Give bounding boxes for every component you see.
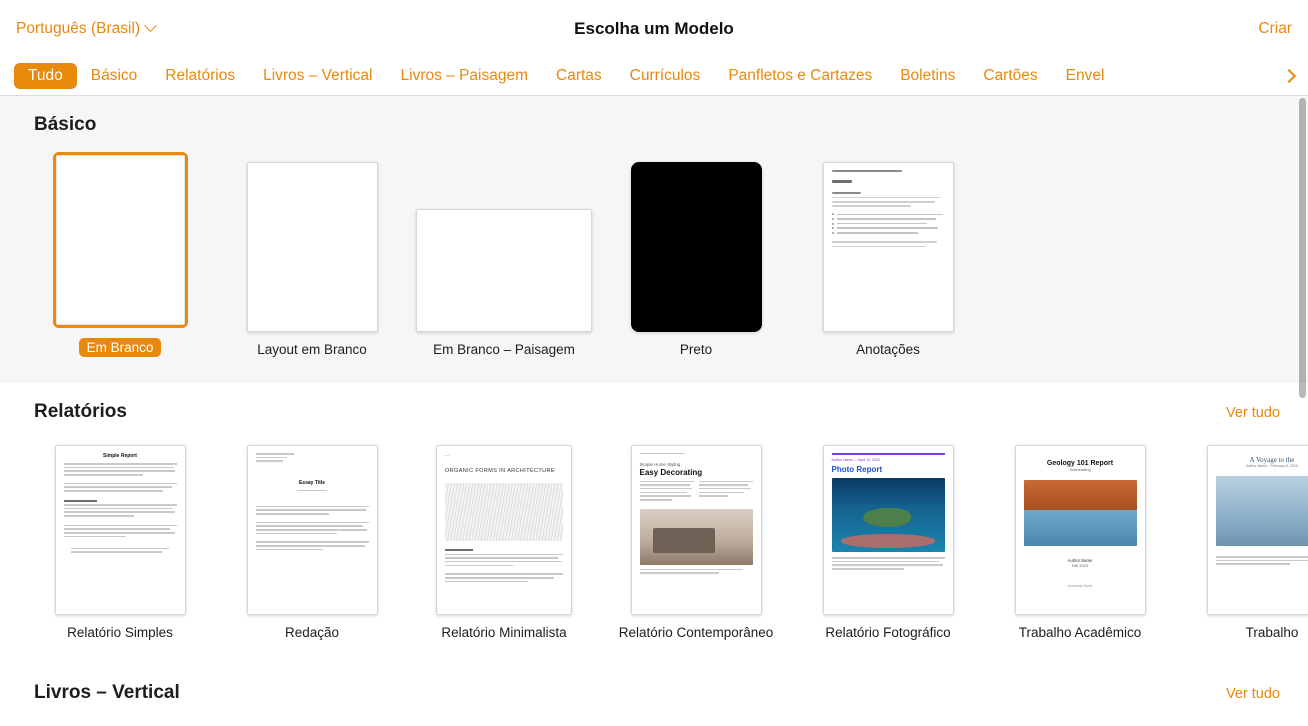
section-header	[0, 383, 1308, 423]
language-popup-button[interactable]	[16, 20, 155, 38]
template-caption: Redação	[284, 625, 340, 640]
template-thumbnail-essay	[247, 445, 378, 615]
template-item-relatorio-contemporaneo[interactable]	[600, 435, 792, 640]
template-thumbnail-blank-layout	[247, 162, 378, 332]
section-basico	[0, 96, 1308, 383]
template-thumbnail-blank	[56, 155, 185, 325]
template-item-preto[interactable]	[600, 152, 792, 357]
tab-livros-paisagem[interactable]: Livros – Paisagem	[400, 67, 529, 84]
tabs-scroll-right-button[interactable]	[1276, 57, 1302, 95]
thumbnail-wrapper	[416, 152, 592, 332]
tab-envelopes[interactable]: Envel	[1065, 67, 1105, 84]
template-item-layout-em-branco[interactable]	[216, 152, 408, 357]
page-title: Escolha um Modelo	[574, 19, 734, 38]
see-all-relatorios-button[interactable]: Ver tudo	[1225, 405, 1280, 421]
thumbnail-heading: Photo Report	[831, 465, 883, 474]
thumbnail-heading: ORGANIC FORMS IN ARCHITECTURE	[445, 468, 555, 474]
thumbnail-heading: Essay Title	[298, 480, 326, 487]
template-thumbnail-minimal: — ORGANIC FORMS IN ARCHITECTURE	[436, 445, 572, 615]
thumbnail-heading: Easy Decorating	[639, 467, 703, 477]
template-caption: Preto	[679, 342, 713, 357]
template-caption: Relatório Contemporâneo	[618, 625, 774, 640]
template-item-trabalho-academico[interactable]	[984, 435, 1176, 640]
thumbnail-wrapper	[1207, 435, 1308, 615]
section-livros-vertical	[0, 664, 1308, 704]
tab-basico[interactable]: Básico	[90, 67, 138, 84]
section-relatorios	[0, 383, 1308, 664]
category-tabbar	[0, 57, 1308, 96]
template-row-relatorios	[0, 423, 1308, 640]
tab-cartas[interactable]: Cartas	[556, 67, 602, 84]
vertical-scrollbar[interactable]	[1299, 98, 1306, 398]
tab-boletins[interactable]: Boletins	[900, 67, 956, 84]
template-item-relatorio-minimalista[interactable]	[408, 435, 600, 640]
template-caption: Trabalho	[1245, 625, 1299, 640]
template-thumbnail-black	[631, 162, 762, 332]
template-item-em-branco-paisagem[interactable]	[408, 152, 600, 357]
template-row-basico	[0, 136, 1308, 357]
selection-highlight	[53, 152, 188, 328]
template-item-relatorio-simples[interactable]	[24, 435, 216, 640]
template-thumbnail-simple-report	[55, 445, 186, 615]
template-item-anotacoes[interactable]	[792, 152, 984, 357]
template-thumbnail-blank-landscape	[416, 209, 592, 332]
thumbnail-wrapper	[55, 435, 186, 615]
language-label: Português (Brasil)	[16, 19, 141, 37]
template-item-trabalho[interactable]	[1176, 435, 1308, 640]
template-thumbnail-contemporary: Simple Home Styling Easy Decorating	[631, 445, 762, 615]
template-item-relatorio-fotografico[interactable]	[792, 435, 984, 640]
template-item-em-branco[interactable]	[24, 148, 216, 357]
tab-panfletos-e-cartazes[interactable]: Panfletos e Cartazes	[728, 67, 873, 84]
section-header	[0, 664, 1308, 704]
thumbnail-wrapper	[631, 152, 762, 332]
template-thumbnail-notes	[823, 162, 954, 332]
chevron-right-icon	[1282, 69, 1296, 83]
section-title-basico: Básico	[34, 114, 97, 135]
template-caption: Layout em Branco	[257, 342, 367, 357]
section-header	[0, 96, 1308, 136]
thumbnail-heading: Geology 101 Report	[1046, 460, 1114, 467]
template-caption: Em Branco – Paisagem	[433, 342, 575, 357]
template-caption: Anotações	[856, 342, 920, 357]
thumbnail-wrapper	[436, 435, 572, 615]
tab-relatorios[interactable]: Relatórios	[165, 67, 236, 84]
tab-cartoes[interactable]: Cartões	[983, 67, 1038, 84]
chevron-down-icon	[144, 19, 157, 32]
thumbnail-wrapper	[247, 435, 378, 615]
tab-livros-vertical[interactable]: Livros – Vertical	[263, 67, 373, 84]
template-thumbnail-academic: Geology 101 Report Subheading Author Name Fall 2023 University Name	[1015, 445, 1146, 615]
thumbnail-wrapper	[247, 152, 378, 332]
template-caption: Em Branco	[79, 338, 162, 357]
thumbnail-wrapper	[631, 435, 762, 615]
tab-curriculos[interactable]: Currículos	[629, 67, 701, 84]
section-title-relatorios: Relatórios	[34, 401, 127, 422]
section-title-livros-vertical: Livros – Vertical	[34, 682, 180, 703]
template-caption: Relatório Minimalista	[441, 625, 567, 640]
titlebar	[0, 0, 1308, 57]
thumbnail-heading: A Voyage to the	[1249, 456, 1295, 464]
thumbnail-wrapper	[823, 435, 954, 615]
template-gallery[interactable]	[0, 96, 1308, 725]
create-button[interactable]: Criar	[1258, 19, 1292, 37]
template-caption: Relatório Simples	[67, 625, 173, 640]
see-all-livros-vertical-button[interactable]: Ver tudo	[1225, 686, 1280, 702]
template-thumbnail-photo-report: Author Name — April 10, 2022 Photo Report	[823, 445, 954, 615]
template-item-redacao[interactable]	[216, 435, 408, 640]
thumbnail-heading: Simple Report	[103, 453, 137, 459]
template-thumbnail-voyage: A Voyage to the Author Name · February 8, 2023	[1207, 445, 1308, 615]
thumbnail-wrapper	[53, 148, 188, 328]
template-caption: Relatório Fotográfico	[825, 625, 951, 640]
template-caption: Trabalho Acadêmico	[1018, 625, 1142, 640]
tab-tudo[interactable]: Tudo	[14, 63, 77, 89]
thumbnail-wrapper	[823, 152, 954, 332]
thumbnail-wrapper	[1015, 435, 1146, 615]
